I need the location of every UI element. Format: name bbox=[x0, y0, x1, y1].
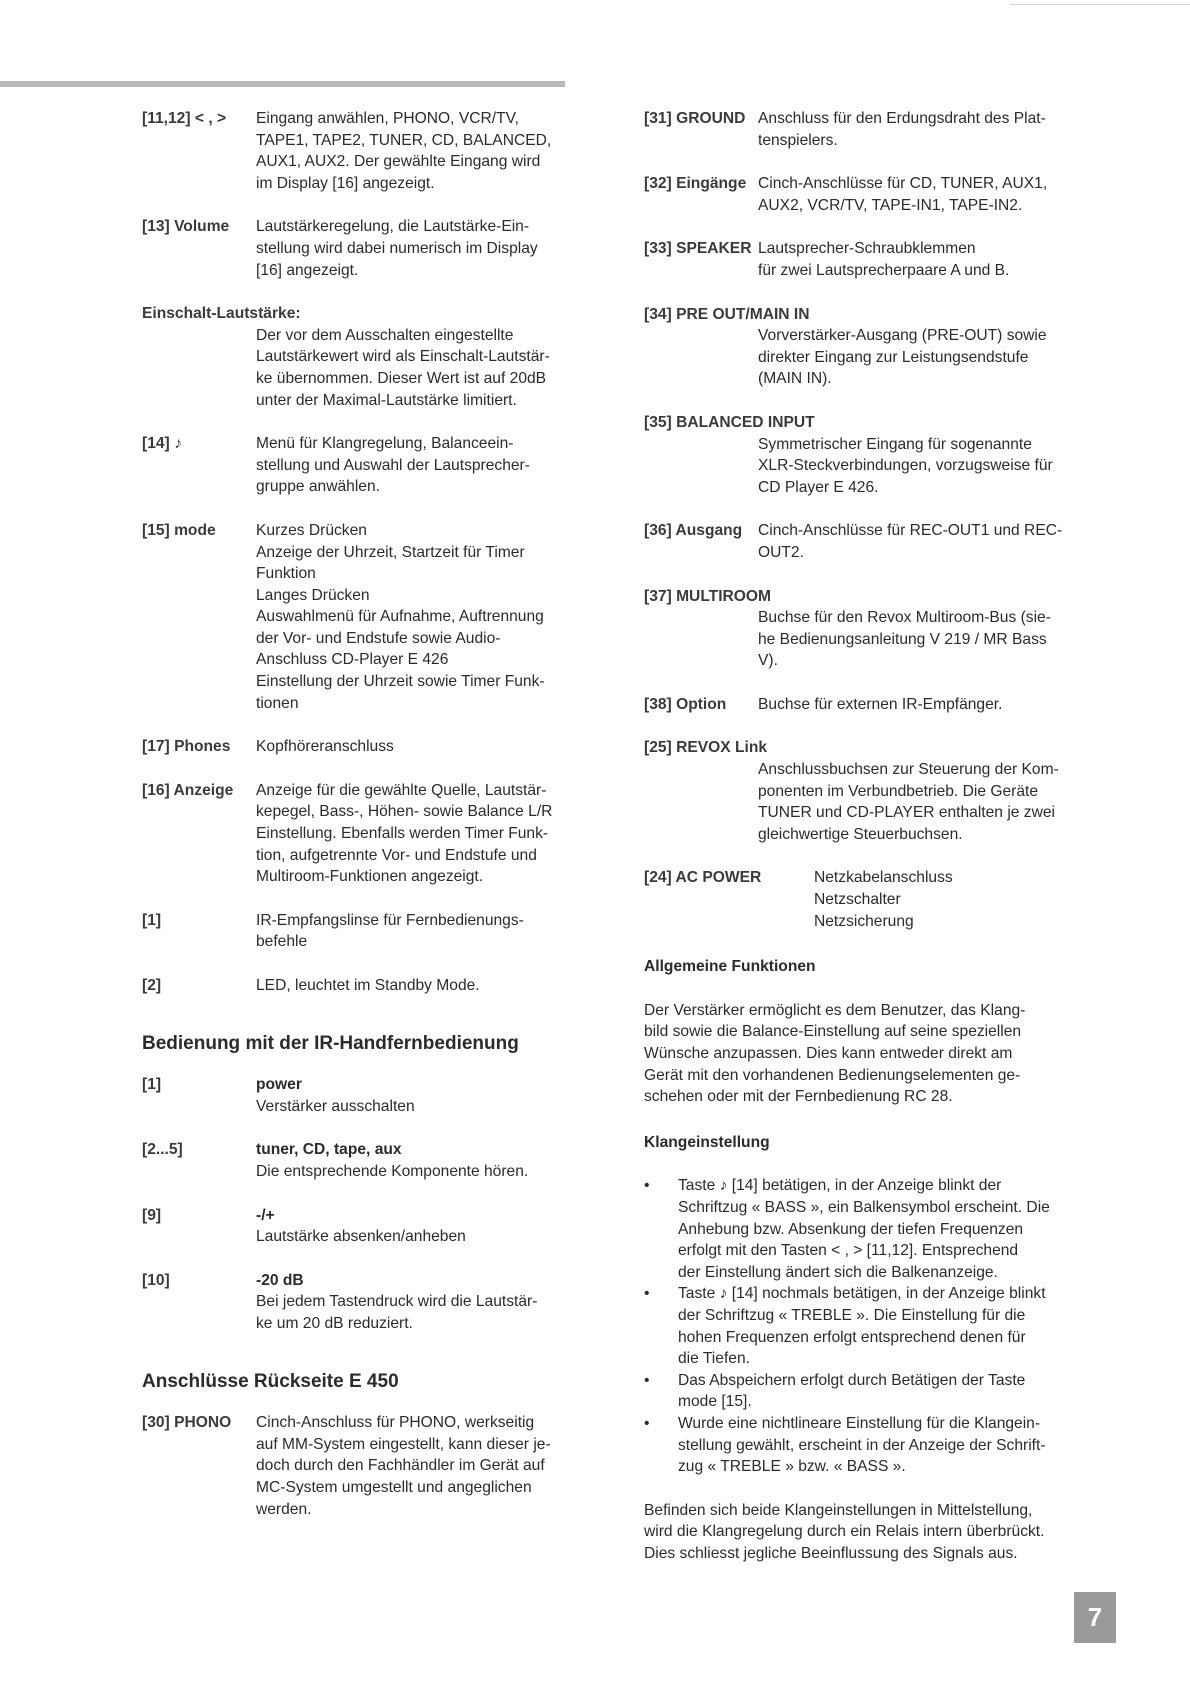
text-line: Schriftzug « BASS », ein Balkensymbol erscheint. Die bbox=[678, 1198, 1050, 1216]
text-line: • Das Abspeichern erfolgt durch Betätigen der Taste bbox=[678, 1371, 1026, 1389]
text-line: AUX1, AUX2. Der gewählte Eingang wird bbox=[256, 153, 541, 171]
text-line: unter der Maximal-Lautstärke limitiert. bbox=[256, 391, 517, 409]
entry-description bbox=[256, 433, 567, 498]
text-line: Menü für Klangregelung, Balanceein- bbox=[256, 435, 514, 453]
text-line: Einstellung. Ebenfalls werden Timer Funk- bbox=[256, 825, 549, 843]
text-line: der Schriftzug « TREBLE ». Die Einstellung für die bbox=[678, 1306, 1026, 1324]
text-line: MC-System umgestellt und angeglichen bbox=[256, 1478, 532, 1496]
text-line: Funktion bbox=[256, 565, 316, 583]
text-line: • Taste ♪ [14] nochmals betätigen, in der Anzeige blinkt bbox=[678, 1285, 1046, 1303]
section-heading-klang: Klangeinstellung bbox=[644, 1133, 770, 1151]
entry-description bbox=[256, 975, 567, 997]
text-line: Lautsprecher-Schraubklemmen bbox=[758, 240, 976, 258]
text-line: stellung wird dabei numerisch im Display bbox=[256, 239, 538, 257]
remote-entry bbox=[142, 1139, 567, 1182]
text-line: Auswahlmenü für Aufnahme, Auftrennung bbox=[256, 608, 544, 626]
text-line: IR-Empfangslinse für Fernbedienungs- bbox=[256, 911, 524, 929]
text-line: schehen oder mit der Fernbedienung RC 28. bbox=[644, 1088, 953, 1106]
text-line: TAPE1, TAPE2, TUNER, CD, BALANCED, bbox=[256, 131, 552, 149]
definition-block bbox=[644, 412, 1076, 498]
block-description bbox=[644, 759, 1076, 845]
entry-tag: [32] Eingänge bbox=[644, 175, 747, 193]
text-line: mode [15]. bbox=[678, 1393, 752, 1411]
text-line: doch durch den Fachhändler im Gerät auf bbox=[256, 1457, 545, 1475]
bullet-item bbox=[644, 1175, 1076, 1283]
text-line: Verstärker ausschalten bbox=[256, 1097, 415, 1115]
text-line: Multiroom-Funktionen angezeigt. bbox=[256, 868, 484, 886]
text-line: Lautstärkewert wird als Einschalt-Lautstär- bbox=[256, 348, 550, 366]
text-line: gruppe anwählen. bbox=[256, 478, 380, 496]
bullet-item bbox=[644, 1370, 1076, 1413]
block-tag: Einschalt-Lautstärke: bbox=[142, 305, 301, 323]
top-rule bbox=[0, 81, 565, 87]
entry-description bbox=[758, 694, 1076, 716]
remote-key-tag: [2...5] bbox=[142, 1141, 183, 1159]
definition-entry bbox=[644, 108, 1076, 151]
entry-description bbox=[256, 216, 567, 281]
section-heading-rear: Anschlüsse Rückseite E 450 bbox=[142, 1370, 399, 1392]
definition-entry bbox=[142, 433, 567, 498]
entry-tag: [30] PHONO bbox=[142, 1414, 232, 1432]
block-tag: [35] BALANCED INPUT bbox=[644, 413, 815, 431]
text-line: tenspielers. bbox=[758, 131, 838, 149]
text-line: TUNER und CD-PLAYER enthalten je zwei bbox=[758, 804, 1055, 822]
remote-key-tag: [1] bbox=[142, 1076, 162, 1094]
section-heading-remote: Bedienung mit der IR-Handfernbedienung bbox=[142, 1032, 519, 1054]
block-description bbox=[644, 434, 1076, 499]
definition-entry bbox=[142, 780, 567, 888]
text-line: Netzkabelanschluss bbox=[814, 869, 953, 887]
text-line: wird die Klangregelung durch ein Relais intern überbrückt. bbox=[644, 1523, 1045, 1541]
entry-description bbox=[256, 736, 567, 758]
text-line: im Display [16] angezeigt. bbox=[256, 174, 435, 192]
text-line: Netzschalter bbox=[814, 891, 901, 909]
block-tag: [34] PRE OUT/MAIN IN bbox=[644, 305, 810, 323]
text-line: (MAIN IN). bbox=[758, 370, 832, 388]
text-line: ke übernommen. Dieser Wert ist auf 20dB bbox=[256, 369, 547, 387]
block-tag: [37] MULTIROOM bbox=[644, 587, 772, 605]
entry-description bbox=[758, 108, 1076, 151]
remote-key-tag: [9] bbox=[142, 1206, 162, 1224]
text-line: Anschluss CD-Player E 426 bbox=[256, 651, 449, 669]
entry-tag: [17] Phones bbox=[142, 738, 231, 756]
definition-entry bbox=[142, 108, 567, 194]
entry-tag: [16] Anzeige bbox=[142, 781, 234, 799]
block-description bbox=[644, 607, 1076, 672]
text-line: tion, aufgetrennte Vor- und Endstufe und bbox=[256, 846, 537, 864]
entry-tag: [1] bbox=[142, 911, 162, 929]
definition-block bbox=[644, 586, 1076, 672]
text-line: der Einstellung ändert sich die Balkenanzeige. bbox=[678, 1263, 998, 1281]
text-line: Cinch-Anschlüsse für REC-OUT1 und REC- bbox=[758, 522, 1063, 540]
text-line: Symmetrischer Eingang für sogenannte bbox=[758, 435, 1032, 453]
text-line: Einstellung der Uhrzeit sowie Timer Funk- bbox=[256, 673, 545, 691]
entry-description bbox=[758, 520, 1076, 563]
definition-block bbox=[142, 303, 567, 411]
text-line: OUT2. bbox=[758, 543, 804, 561]
text-line: direkter Eingang zur Leistungsendstufe bbox=[758, 348, 1029, 366]
definition-entry bbox=[142, 975, 567, 997]
text-line: die Tiefen. bbox=[678, 1350, 750, 1368]
entry-tag: [14] ♪ bbox=[142, 435, 182, 453]
text-line: Anhebung bzw. Absenkung der tiefen Frequenzen bbox=[678, 1220, 1024, 1238]
definition-entry bbox=[142, 910, 567, 953]
text-line: Dies schliesst jegliche Beeinflussung des Signals aus. bbox=[644, 1544, 1018, 1562]
entry-description bbox=[814, 867, 1076, 932]
text-line: tionen bbox=[256, 694, 299, 712]
text-line: zug « TREBLE » bzw. « BASS ». bbox=[678, 1458, 906, 1476]
text-line: Kurzes Drücken bbox=[256, 521, 367, 539]
text-line: Buchse für den Revox Multiroom-Bus (sie- bbox=[758, 609, 1051, 627]
entry-tag: [24] AC POWER bbox=[644, 869, 762, 887]
bullet-list bbox=[644, 1175, 1076, 1477]
text-line: Der Verstärker ermöglicht es dem Benutzer, das Klang- bbox=[644, 1001, 1026, 1019]
text-line: • Taste ♪ [14] betätigen, in der Anzeige blinkt der bbox=[678, 1177, 1002, 1195]
page-number: 7 bbox=[1074, 1592, 1116, 1643]
text-line: für zwei Lautsprecherpaare A und B. bbox=[758, 261, 1010, 279]
text-line: erfolgt mit den Tasten < , > [11,12]. Entsprechend bbox=[678, 1242, 1019, 1260]
text-line: stellung gewählt, erscheint in der Anzeige der Schrift- bbox=[678, 1436, 1046, 1454]
remote-entry bbox=[142, 1205, 567, 1248]
definition-block bbox=[644, 304, 1076, 390]
block-tag: [25] REVOX Link bbox=[644, 739, 768, 757]
entry-tag: [15] mode bbox=[142, 521, 216, 539]
definition-entry bbox=[644, 867, 1076, 932]
text-line: stellung und Auswahl der Lautsprecher- bbox=[256, 456, 530, 474]
definition-entry bbox=[644, 520, 1076, 563]
entry-tag: [11,12] < , > bbox=[142, 110, 227, 127]
text-line: Die entsprechende Komponente hören. bbox=[256, 1162, 529, 1180]
text-line: • Wurde eine nichtlineare Einstellung für die Klangein- bbox=[678, 1414, 1041, 1432]
entry-description bbox=[256, 1412, 567, 1520]
right-column bbox=[644, 108, 1076, 1586]
remote-key-title: power bbox=[256, 1076, 302, 1094]
remote-key-title: -20 dB bbox=[256, 1271, 304, 1289]
text-line: gleichwertige Steuerbuchsen. bbox=[758, 825, 963, 843]
closing-paragraph bbox=[644, 1500, 1076, 1565]
text-line: Anschluss für den Erdungsdraht des Plat- bbox=[758, 110, 1046, 127]
entry-description bbox=[256, 780, 567, 888]
text-line: he Bedienungsanleitung V 219 / MR Bass bbox=[758, 630, 1047, 648]
left-column bbox=[142, 108, 567, 1542]
text-line: Buchse für externen IR-Empfänger. bbox=[758, 695, 1003, 713]
text-line: hohen Frequenzen erfolgt entsprechend denen für bbox=[678, 1328, 1026, 1346]
text-line: Befinden sich beide Klangeinstellungen in Mittelstellung, bbox=[644, 1501, 1033, 1519]
entry-tag: [31] GROUND bbox=[644, 110, 746, 127]
text-line: Langes Drücken bbox=[256, 586, 370, 604]
remote-description bbox=[256, 1270, 567, 1335]
entry-description bbox=[758, 173, 1076, 216]
text-line: werden. bbox=[256, 1500, 312, 1518]
block-description bbox=[644, 325, 1076, 390]
entry-tag: [33] SPEAKER bbox=[644, 240, 752, 258]
text-line: Lautstärke absenken/anheben bbox=[256, 1228, 466, 1246]
remote-key-tag: [10] bbox=[142, 1271, 170, 1289]
entry-tag: [13] Volume bbox=[142, 218, 230, 236]
entry-tag: [2] bbox=[142, 977, 162, 994]
block-description bbox=[142, 325, 567, 411]
text-line: V). bbox=[758, 652, 778, 670]
remote-description bbox=[256, 1205, 567, 1248]
definition-entry bbox=[644, 694, 1076, 716]
remote-description bbox=[256, 1139, 567, 1182]
text-line: Gerät mit den vorhandenen Bedienungselementen ge- bbox=[644, 1066, 1021, 1084]
text-line: Cinch-Anschluss für PHONO, werkseitig bbox=[256, 1414, 535, 1432]
entry-description bbox=[758, 238, 1076, 281]
remote-key-title: -/+ bbox=[256, 1206, 275, 1224]
text-line: Kopfhöreranschluss bbox=[256, 738, 394, 756]
text-line: ponenten im Verbundbetrieb. Die Geräte bbox=[758, 782, 1039, 800]
definition-entry bbox=[142, 520, 567, 714]
definition-entry bbox=[142, 1412, 567, 1520]
definition-block bbox=[644, 737, 1076, 845]
entry-tag: [36] Ausgang bbox=[644, 522, 743, 540]
text-line: Wünsche anzupassen. Dies kann entweder direkt am bbox=[644, 1045, 1013, 1062]
section-heading-general: Allgemeine Funktionen bbox=[644, 958, 816, 976]
definition-entry bbox=[142, 736, 567, 758]
remote-key-title: tuner, CD, tape, aux bbox=[256, 1141, 402, 1159]
definition-entry bbox=[644, 173, 1076, 216]
text-line: ke um 20 dB reduziert. bbox=[256, 1314, 413, 1332]
text-line: Anzeige der Uhrzeit, Startzeit für Timer bbox=[256, 543, 525, 561]
text-line: LED, leuchtet im Standby Mode. bbox=[256, 977, 480, 994]
text-line: auf MM-System eingestellt, kann dieser je- bbox=[256, 1435, 551, 1453]
text-line: Cinch-Anschlüsse für CD, TUNER, AUX1, bbox=[758, 175, 1048, 193]
text-line: Vorverstärker-Ausgang (PRE-OUT) sowie bbox=[758, 327, 1047, 345]
remote-entry bbox=[142, 1074, 567, 1117]
text-line: Anschlussbuchsen zur Steuerung der Kom- bbox=[758, 761, 1059, 779]
text-line: befehle bbox=[256, 933, 308, 951]
text-line: Bei jedem Tastendruck wird die Lautstär- bbox=[256, 1293, 538, 1311]
remote-entry bbox=[142, 1270, 567, 1335]
bullet-item bbox=[644, 1283, 1076, 1369]
text-line: bild sowie die Balance-Einstellung auf seine speziellen bbox=[644, 1023, 1022, 1041]
text-line: AUX2, VCR/TV, TAPE-IN1, TAPE-IN2. bbox=[758, 196, 1023, 214]
text-line: Anzeige für die gewählte Quelle, Lautstär- bbox=[256, 781, 547, 799]
text-line: Netzsicherung bbox=[814, 912, 914, 930]
remote-description bbox=[256, 1074, 567, 1117]
text-line: Eingang anwählen, PHONO, VCR/TV, bbox=[256, 110, 519, 127]
entry-tag: [38] Option bbox=[644, 695, 727, 713]
text-line: Lautstärkeregelung, die Lautstärke-Ein- bbox=[256, 218, 530, 236]
entry-description bbox=[256, 108, 567, 194]
general-paragraph bbox=[644, 1000, 1076, 1108]
text-line: Der vor dem Ausschalten eingestellte bbox=[256, 326, 514, 344]
definition-entry bbox=[142, 216, 567, 281]
text-line: [16] angezeigt. bbox=[256, 261, 359, 279]
entry-description bbox=[256, 910, 567, 953]
definition-entry bbox=[644, 238, 1076, 281]
entry-description bbox=[256, 520, 567, 714]
text-line: der Vor- und Endstufe sowie Audio- bbox=[256, 629, 501, 647]
text-line: XLR-Steckverbindungen, vorzugsweise für bbox=[758, 457, 1053, 475]
top-rule-right bbox=[1010, 4, 1190, 5]
text-line: kepegel, Bass-, Höhen- sowie Balance L/R bbox=[256, 803, 553, 821]
text-line: CD Player E 426. bbox=[758, 478, 879, 496]
bullet-item bbox=[644, 1413, 1076, 1478]
